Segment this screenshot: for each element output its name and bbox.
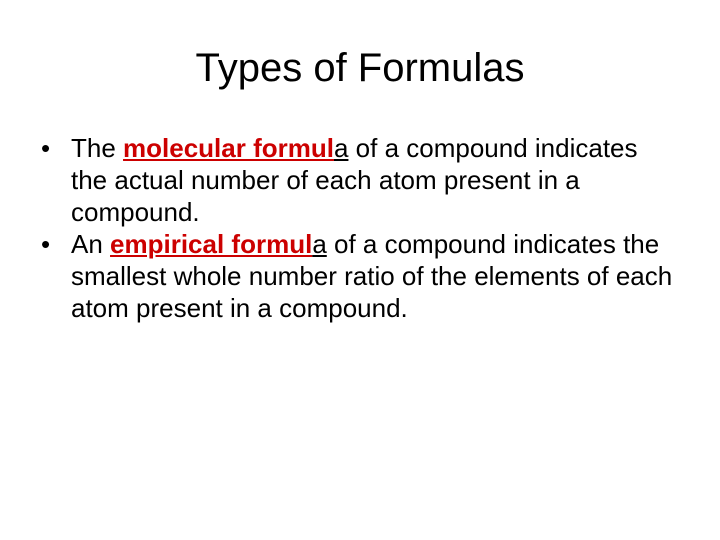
highlighted-term-tail: a [333, 133, 349, 163]
bullet-text: of a compound indicates the actual number of each atom present in a compound. [71, 133, 638, 227]
bullet-text: of a compound indicates the smallest whole number ratio of the elements of each atom present in a compound. [71, 229, 673, 323]
highlighted-term: molecular formul [123, 133, 334, 163]
highlighted-term: empirical formul [110, 229, 313, 259]
bullet-icon: • [41, 133, 51, 163]
bullet-prefix: The [71, 133, 124, 163]
bullet-prefix: An [71, 229, 111, 259]
bullet-molecular-formula [36, 132, 676, 228]
highlighted-term-tail: a [312, 229, 327, 259]
slide-title: Types of Formulas [195, 46, 525, 90]
bullet-list [36, 132, 676, 324]
bullet-empirical-formula [36, 228, 676, 324]
bullet-icon: • [41, 229, 51, 259]
